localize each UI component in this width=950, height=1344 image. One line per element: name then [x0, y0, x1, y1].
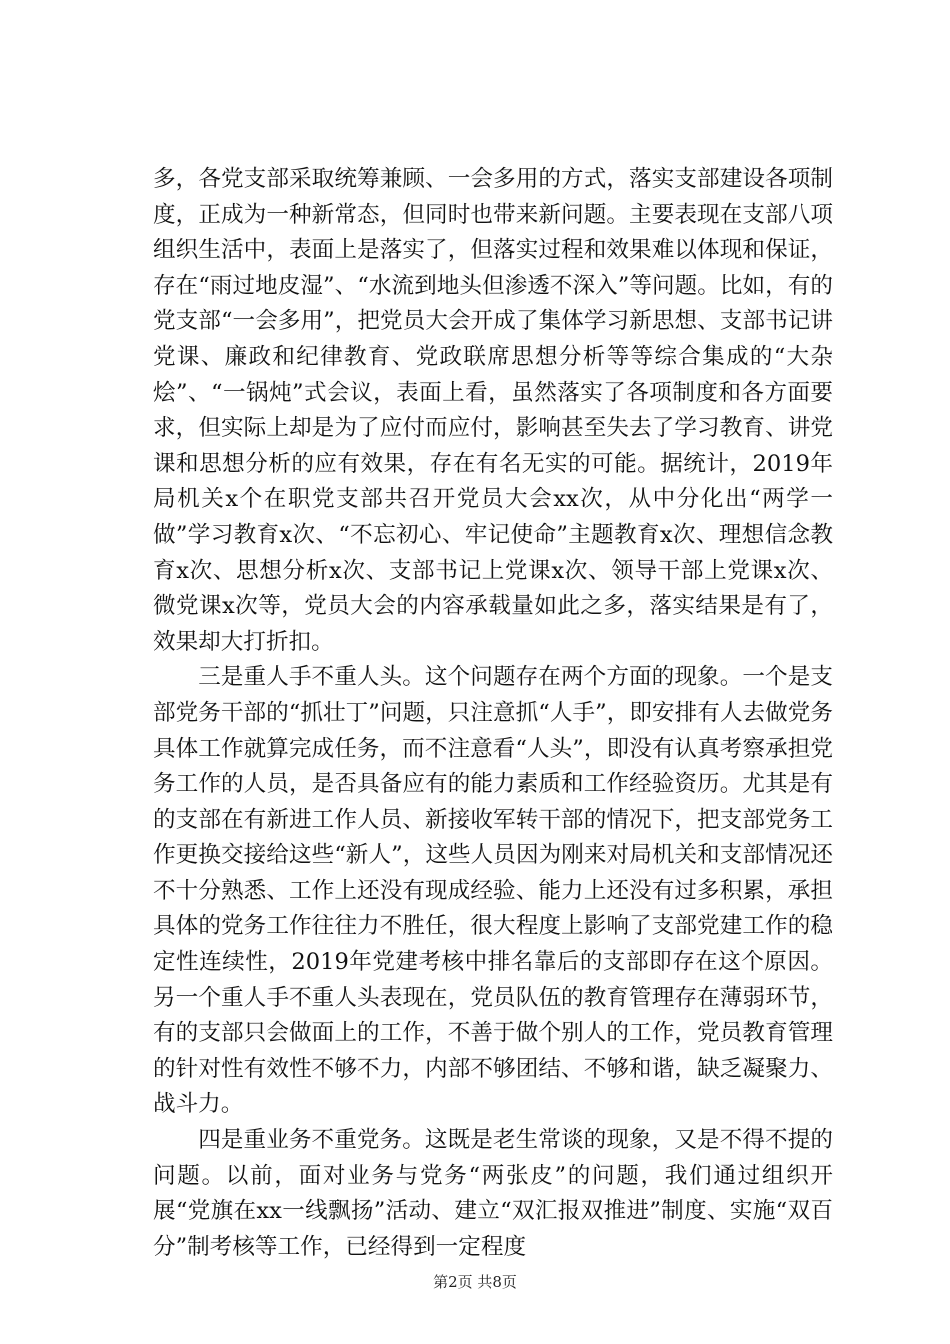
paragraph-3: 四是重业务不重党务。这既是老生常谈的现象，又是不得不提的问题。以前，面对业务与党务“两张皮”的问题，我们通过组织开展“党旗在xx一线飘扬”活动、建立“双汇报双推进”制度、实施“双百分”制考核等工作，已经得到一定程度 — [153, 1127, 833, 1260]
paragraph-2: 三是重人手不重人头。这个问题存在两个方面的现象。一个是支部党务干部的“抓壮丁”问题，只注意抓“人手”，即安排有人去做党务具体工作就算完成任务，而不注意看“人头”，即没有认真考察承担党务工作的人员，是否具备应有的能力素质和工作经验资历。尤其是有的支部在有新进工作人员、新接收军转干部的情况下，把支部党务工作更换交接给这些“新人”，这些人员因为刚来对局机关和支部情况还不十分熟悉、工作上还没有现成经验、能力上还没有过多积累，承担具体的党务工作往往力不胜任，很大程度上影响了支部党建工作的稳定性连续性，2019年党建考核中排名靠后的支部即存在这个原因。另一个重人手不重人头表现在，党员队伍的教育管理存在薄弱环节，有的支部只会做面上的工作，不善于做个别人的工作，党员教育管理的针对性有效性不够不力，内部不够团结、不够和谐，缺乏凝聚力、战斗力。 — [153, 664, 833, 1118]
page-footer: 第2页 共8页 — [433, 1273, 517, 1291]
paragraph-1: 多，各党支部采取统筹兼顾、一会多用的方式，落实支部建设各项制度，正成为一种新常态，但同时也带来新问题。主要表现在支部八项组织生活中，表面上是落实了，但落实过程和效果难以体现和保证，存在“雨过地皮湿”、“水流到地头但渗透不深入”等问题。比如，有的党支部“一会多用”，把党员大会开成了集体学习新思想、支部书记讲党课、廉政和纪律教育、党政联席思想分析等等综合集成的“大杂烩”、“一锅炖”式会议，表面上看，虽然落实了各项制度和各方面要求，但实际上却是为了应付而应付，影响甚至失去了学习教育、讲党课和思想分析的应有效果，存在有名无实的可能。据统计，2019年局机关x个在职党支部共召开党员大会xx次，从中分化出“两学一做”学习教育x次、“不忘初心、牢记使命”主题教育x次、理想信念教育x次、思想分析x次、支部书记上党课x次、领导干部上党课x次、微党课x次等，党员大会的内容承载量如此之多，落实结果是有了，效果却大打折扣。 — [153, 166, 833, 655]
document-body — [153, 162, 833, 1265]
